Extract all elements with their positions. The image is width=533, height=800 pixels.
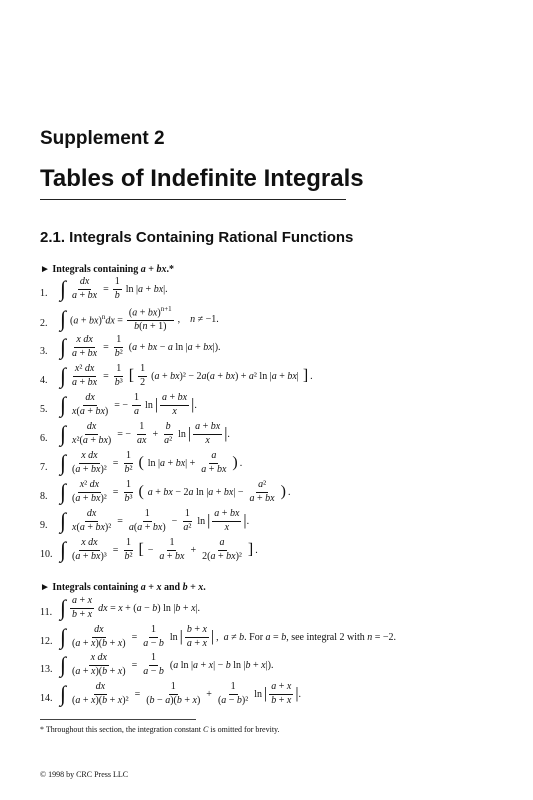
integral-number: 14. xyxy=(40,693,53,704)
integral-number: 9. xyxy=(40,520,48,531)
integral-2: ∫ (a + bx)$^n$dx = $\frac{(a + bx)^{n+1}}{b(n + 1)}$ , n ≠ −1. xyxy=(60,305,219,332)
integral-11: ∫ $\frac{a + x}{b + x}$ dx = x + (a − b) ln |b + x|. xyxy=(60,595,201,620)
integral-10: ∫ $\frac{\text{x dx}}{\text{(a + bx)³}}$ = $\frac{1}{\text{b²}}$ [ − $\frac{1}{a + bx}$ + $\frac{a}{\text{2(a + bx)²}}$ ] . xyxy=(60,537,258,562)
integral-8: ∫ $\frac{\text{x² dx}}{\text{(a + bx)²}}$ = $\frac{1}{\text{b³}}$ ( a + bx − 2a ln |a + bx| − $\frac{\text{a²}}{a + bx}$ ) . xyxy=(60,479,291,504)
integral-5: ∫ $\frac{dx}{x(a + bx)}$ = − $\frac{1}{a}$ ln | $\frac{a + bx}{x}$ | . xyxy=(60,392,197,417)
integral-number: 4. xyxy=(40,375,48,386)
integral-number: 12. xyxy=(40,636,53,647)
subsection-heading: ► Integrals containing a + bx.* xyxy=(40,264,174,275)
integral-12: ∫ $\frac{dx}{(a + x)(b + x)}$ = $\frac{1}{a - b}$ ln | $\frac{b + x}{a + x}$ | , a ≠ b. For a = b, see integral 2 with n = −2. xyxy=(60,624,397,649)
integral-number: 6. xyxy=(40,433,48,444)
integral-number: 1. xyxy=(40,288,48,299)
integral-number: 2. xyxy=(40,318,48,329)
supplement-label: Supplement 2 xyxy=(40,128,165,149)
chapter-title: Tables of Indefinite Integrals xyxy=(40,165,364,192)
integral-9: ∫ $\frac{dx}{\text{x(a + bx)²}}$ = $\frac{1}{a(a + bx)}$ − $\frac{1}{\text{a²}}$ ln | $\frac{a + bx}{x}$ | . xyxy=(60,508,250,533)
footnote: * Throughout this section, the integration constant C is omitted for brevity. xyxy=(40,725,280,734)
integral-4: ∫ $\frac{\text{x² dx}}{a + bx}$ = $\frac{1}{\text{b³}}$ [ $\frac{1}{2}$ (a + bx)² − 2a(a + bx) + a² ln |a + bx| ] . xyxy=(60,363,313,388)
footnote-rule xyxy=(40,719,196,720)
section-title: 2.1. Integrals Containing Rational Functions xyxy=(40,229,354,246)
integral-number: 8. xyxy=(40,491,48,502)
integral-6: ∫ $\frac{dx}{\text{x²(a + bx)}}$ = − $\frac{1}{ax}$ + $\frac{b}{\text{a²}}$ ln | $\frac{a + bx}{x}$ | . xyxy=(60,421,230,446)
copyright: © 1998 by CRC Press LLC xyxy=(40,770,129,779)
subsection-heading: ► Integrals containing a + x and b + x. xyxy=(40,582,206,593)
title-rule xyxy=(40,199,346,200)
integral-3: ∫ $\frac{\text{x dx}}{a + bx}$ = $\frac{1}{\text{b²}}$ (a + bx − a ln |a + bx|). xyxy=(60,334,221,359)
integral-number: 10. xyxy=(40,549,53,560)
integral-number: 5. xyxy=(40,404,48,415)
integral-7: ∫ $\frac{\text{x dx}}{\text{(a + bx)²}}$ = $\frac{1}{\text{b²}}$ ( ln |a + bx| + $\frac{a}{a + bx}$ ) . xyxy=(60,450,243,475)
integral-14: ∫ $\frac{dx}{\text{(a + x)(b + x)²}}$ = $\frac{1}{(b - a)(b + x)}$ + $\frac{1}{\text{(a − b)²}}$ ln | $\frac{a + x}{b + x}$ | . xyxy=(60,681,302,706)
integral-13: ∫ $\frac{\text{x dx}}{(a + x)(b + x)}$ = $\frac{1}{a - b}$ (a ln |a + x| − b ln |b + x|). xyxy=(60,652,274,677)
integral-number: 3. xyxy=(40,346,48,357)
integral-number: 11. xyxy=(40,607,53,618)
integral-1: ∫ $\frac{dx}{a + bx}$ = $\frac{1}{b}$ ln |a + bx|. xyxy=(60,276,168,301)
integral-number: 13. xyxy=(40,664,53,675)
integral-number: 7. xyxy=(40,462,48,473)
